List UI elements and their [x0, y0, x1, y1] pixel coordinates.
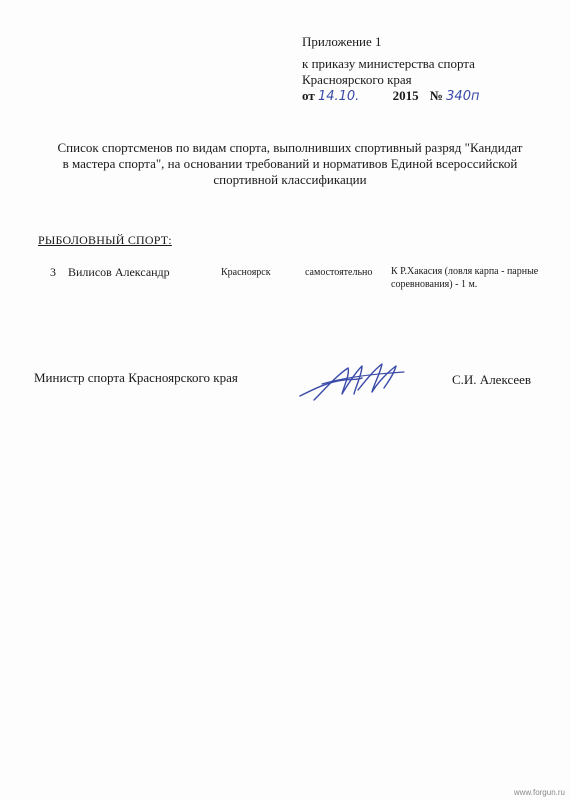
order-date-line	[302, 88, 479, 105]
handwritten-signature	[292, 360, 412, 405]
document-title	[30, 140, 550, 188]
athlete-number: 3	[50, 265, 56, 279]
minister-title: Министр спорта Красноярского края	[34, 370, 238, 385]
handwritten-order-number: 340п	[446, 89, 480, 104]
title-line-3: спортивной классификации	[213, 172, 367, 187]
date-prefix: от	[302, 88, 315, 103]
order-reference-line2: Красноярского края	[302, 72, 412, 87]
number-sign: №	[429, 88, 443, 103]
signature-block	[0, 360, 571, 410]
title-line-1: Список спортсменов по видам спорта, выполнивших спортивный разряд "Кандидат	[57, 140, 523, 155]
athlete-city: Красноярск	[221, 267, 271, 278]
appendix-header	[302, 34, 479, 105]
athlete-name: Вилисов Александр	[68, 265, 170, 279]
handwritten-date: 14.10.	[317, 89, 360, 104]
order-year: 2015	[392, 88, 419, 103]
title-line-2: в мастера спорта", на основании требований и нормативов Единой всероссийской	[62, 156, 518, 171]
appendix-label: Приложение 1	[302, 34, 382, 49]
order-reference-line1: к приказу министерства спорта	[302, 56, 475, 71]
athlete-event: К Р.Хакасия (ловля карпа - парные соревнования) - 1 м.	[391, 266, 539, 290]
athlete-row	[0, 265, 571, 295]
minister-name: С.И. Алексеев	[452, 372, 532, 387]
sport-heading: РЫБОЛОВНЫЙ СПОРТ:	[38, 233, 172, 247]
athlete-organization: самостоятельно	[305, 267, 373, 278]
site-watermark: www.forgun.ru	[513, 788, 565, 797]
